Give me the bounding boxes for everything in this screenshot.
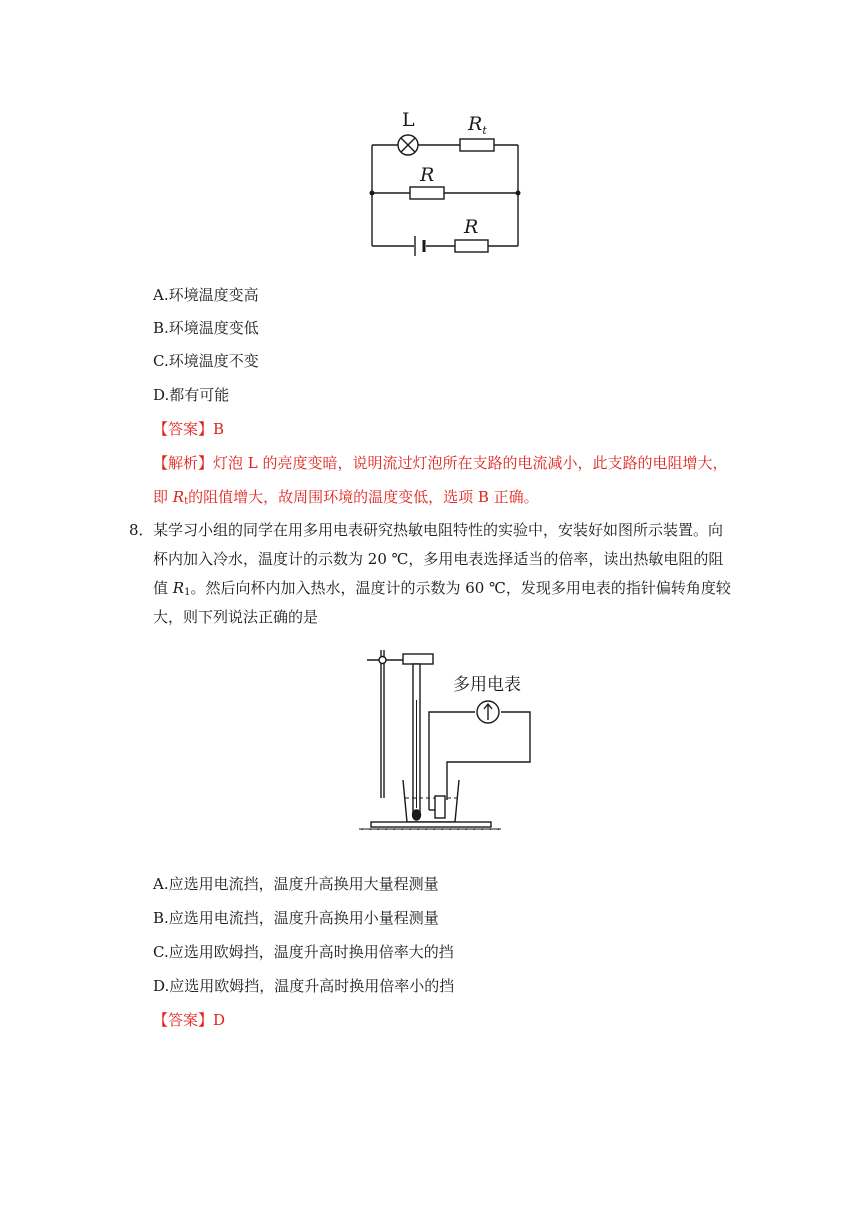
battery-symbol <box>415 236 424 256</box>
option-c: C.应选用欧姆挡，温度升高时换用倍率大的挡 <box>153 943 454 961</box>
option-d: D.都有可能 <box>153 386 230 404</box>
circuit-diagram <box>360 100 530 260</box>
thermistor-symbol <box>460 139 494 151</box>
resistor-symbol <box>410 187 444 199</box>
option-a: A.应选用电流挡，温度升高换用大量程测量 <box>153 875 439 893</box>
option-b: B.应选用电流挡，温度升高换用小量程测量 <box>153 909 439 927</box>
lamp-label: L <box>402 109 415 131</box>
junction-dot <box>370 191 375 196</box>
option-c: C.环境温度不变 <box>153 352 259 370</box>
answer-label: 【答案】D <box>153 1011 226 1029</box>
answer-label: 【答案】B <box>153 420 225 438</box>
option-a: A.环境温度变高 <box>153 286 259 304</box>
apparatus-figure <box>355 640 545 830</box>
question-8-line-3: 值 $R_1$。然后向杯内加入热水，温度计的示数为 60 ℃，发现多用电表的指针偏转角度较 <box>153 579 731 598</box>
analysis-line-2: 即 $R_t$的阻值增大，故周围环境的温度变低，选项 B 正确。 <box>153 488 539 507</box>
resistor-label-2: R <box>464 216 479 238</box>
resistor-symbol-2 <box>455 240 488 252</box>
junction-dot <box>516 191 521 196</box>
thermistor-label: $R_t$ <box>468 113 487 137</box>
resistor-label: R <box>420 164 435 186</box>
option-d: D.应选用欧姆挡，温度升高时换用倍率小的挡 <box>153 977 455 995</box>
question-8-number: 8． <box>129 521 154 539</box>
option-b: B.环境温度变低 <box>153 319 259 337</box>
analysis-line-1: 【解析】灯泡 L 的亮度变暗，说明流过灯泡所在支路的电流减小，此支路的电阻增大， <box>153 454 728 472</box>
question-8-line-4: 大，则下列说法正确的是 <box>153 608 319 626</box>
multimeter-label: 多用电表 <box>453 675 521 695</box>
question-8-line-1: 某学习小组的同学在用多用电表研究热敏电阻特性的实验中，安装好如图所示装置。向 <box>153 521 724 539</box>
lamp-symbol <box>398 135 418 155</box>
question-8-line-2: 杯内加入冷水，温度计的示数为 20 ℃，多用电表选择适当的倍率，读出热敏电阻的阻 <box>153 550 724 568</box>
